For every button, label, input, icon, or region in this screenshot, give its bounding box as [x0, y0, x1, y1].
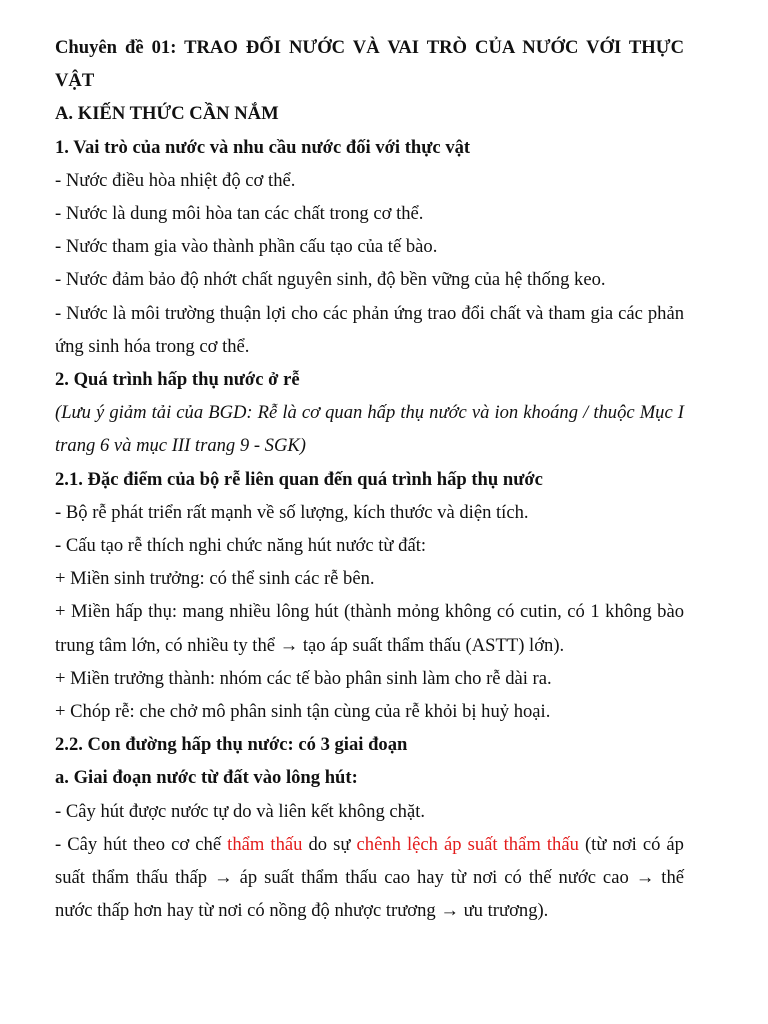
- list-item: [55, 828, 684, 928]
- list-item: - Cấu tạo rễ thích nghi chức năng hút nước từ đất:: [55, 535, 427, 557]
- list-item: + Chóp rễ: che chở mô phân sinh tận cùng của rễ khỏi bị huỷ hoại.: [55, 701, 551, 723]
- list-item: - Bộ rễ phát triển rất mạnh về số lượng, kích thước và diện tích.: [55, 501, 529, 523]
- list-item: - Nước là môi trường thuận lợi cho các phản ứng trao đổi chất và tham gia các phản ứng sinh hóa trong cơ thể.: [55, 302, 684, 357]
- list-item: - Cây hút được nước tự do và liên kết không chặt.: [55, 800, 426, 822]
- section-2-note: (Lưu ý giảm tải của BGD: Rễ là cơ quan hấp thụ nước và ion khoáng / thuộc Mục I trang 6 và mục III trang 9 - SGK): [55, 402, 684, 457]
- list-item: + Miền hấp thụ: mang nhiều lông hút (thành mỏng không có cutin, có 1 không bào trung tâm lớn, có nhiều ty thể → tạo áp suất thẩm thấu (ASTT) lớn).: [55, 601, 684, 656]
- list-item: - Nước tham gia vào thành phần cấu tạo của tế bào.: [55, 236, 438, 258]
- section-a-heading: A. KIẾN THỨC CẦN NẮM: [55, 103, 279, 125]
- section-1-heading: 1. Vai trò của nước và nhu cầu nước đối với thực vật: [55, 136, 471, 158]
- text-segment: do sự: [302, 833, 357, 855]
- list-item: - Nước điều hòa nhiệt độ cơ thể.: [55, 169, 296, 191]
- highlighted-term: thẩm thấu: [227, 833, 303, 855]
- document-title: Chuyên đề 01: TRAO ĐỔI NƯỚC VÀ VAI TRÒ CỦA NƯỚC VỚI THỰC VẬT: [55, 37, 684, 92]
- list-item: - Nước đảm bảo độ nhớt chất nguyên sinh, độ bền vững của hệ thống keo.: [55, 269, 606, 291]
- text-segment: - Cây hút theo cơ chế: [55, 833, 228, 855]
- subsection-a-heading: a. Giai đoạn nước từ đất vào lông hút:: [55, 767, 358, 789]
- highlighted-term: chênh lệch áp suất thẩm thấu: [356, 833, 579, 855]
- section-2-heading: 2. Quá trình hấp thụ nước ở rễ: [55, 369, 300, 391]
- list-item: + Miền trưởng thành: nhóm các tế bào phân sinh làm cho rễ dài ra.: [55, 667, 552, 689]
- section-2-1-heading: 2.1. Đặc điểm của bộ rễ liên quan đến quá trình hấp thụ nước: [55, 468, 543, 490]
- list-item: - Nước là dung môi hòa tan các chất trong cơ thể.: [55, 203, 424, 225]
- section-2-2-heading: 2.2. Con đường hấp thụ nước: có 3 giai đoạn: [55, 734, 408, 756]
- list-item: + Miền sinh trưởng: có thể sinh các rễ bên.: [55, 568, 375, 590]
- text-segment: (từ nơi có áp suất thẩm thấu thấp → áp suất thẩm thấu cao hay từ nơi có thế nước cao → thế nước thấp hơn hay từ nơi có nồng độ nhược trương → ưu trương).: [55, 833, 684, 922]
